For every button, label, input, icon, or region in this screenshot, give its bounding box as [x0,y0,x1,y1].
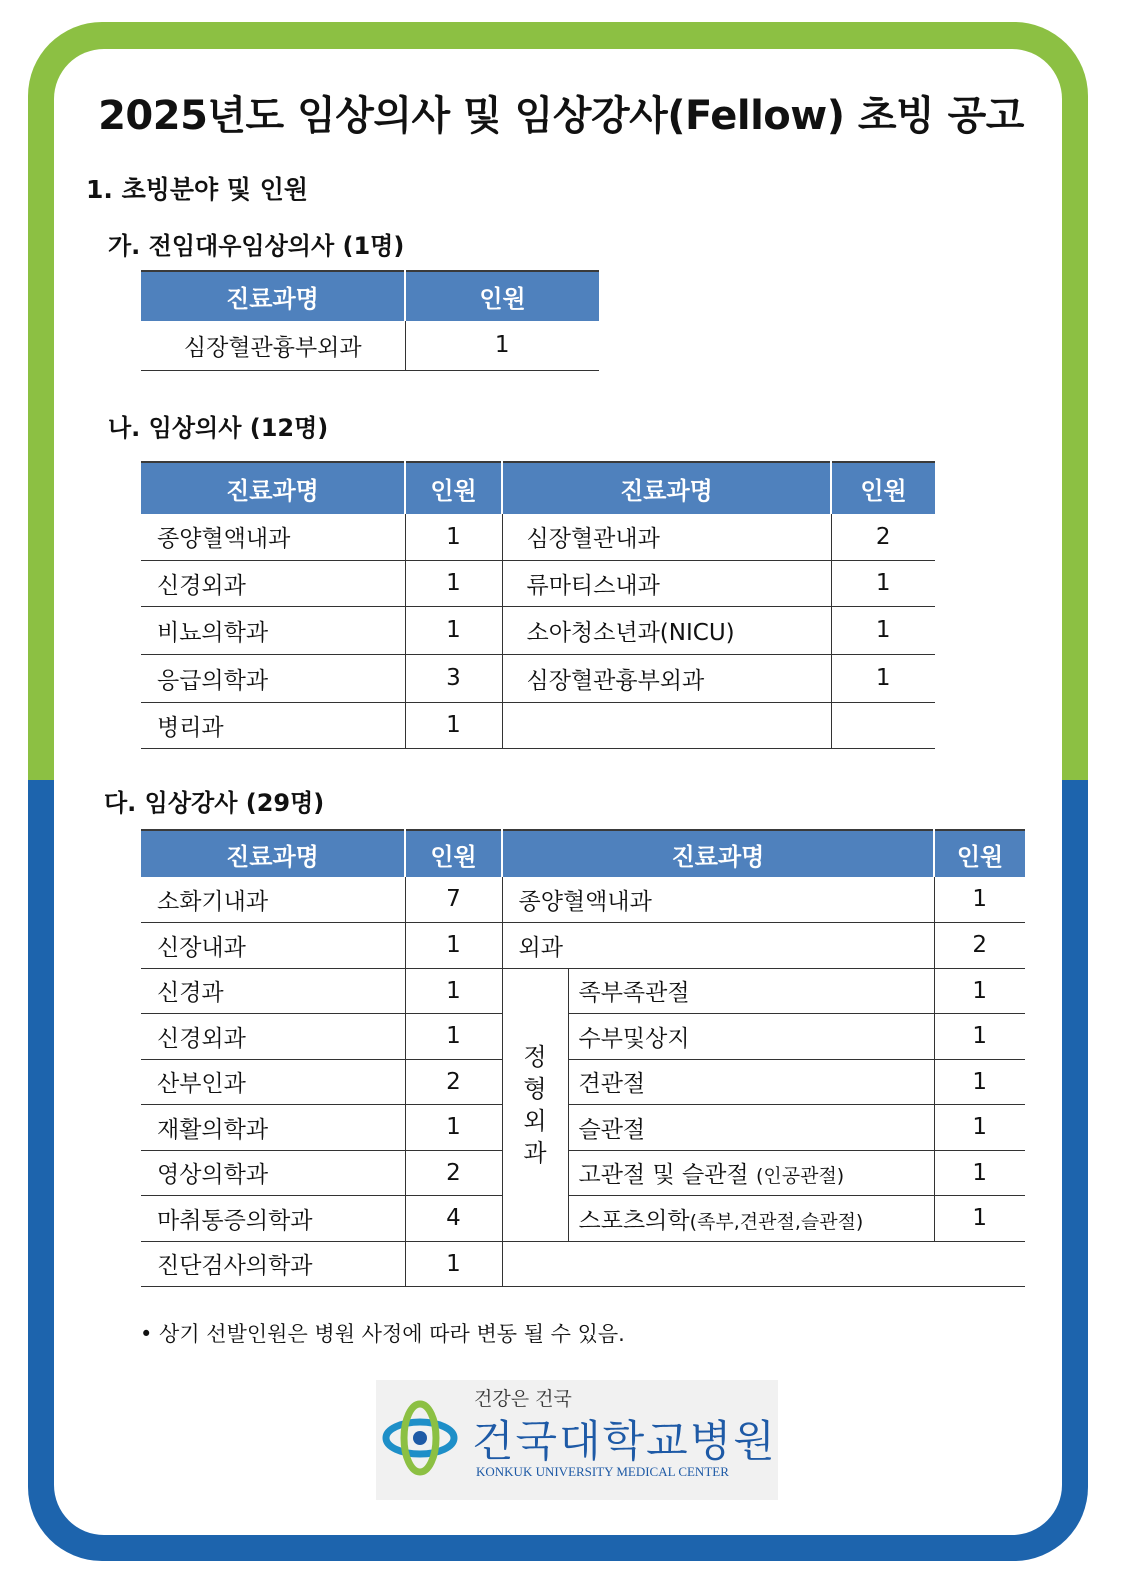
dept-cell: 진단검사의학과 [141,1241,405,1286]
subsection-a-heading: 가. 전임대우임상의사 (1명) [108,232,405,260]
empty-cell [502,1241,1025,1286]
table-row [141,1195,1025,1241]
logo-name: 건국대학교병원 [472,1417,777,1467]
dept-cell: 족부족관절 [568,968,934,1013]
count-cell: 1 [831,654,935,702]
table-row [141,968,1025,1013]
header-count: 인원 [934,830,1025,877]
logo-name-english: KONKUK UNIVERSITY MEDICAL CENTER [476,1464,729,1479]
dept-cell: 종양혈액내과 [502,877,934,922]
count-cell: 1 [934,1195,1025,1241]
subsection-b-heading: 나. 임상의사 (12명) [108,414,329,442]
table-row [141,1059,1025,1104]
table-row [141,606,935,654]
count-cell: 1 [831,560,935,606]
count-cell: 1 [405,606,502,654]
table-a [141,270,599,371]
dept-cell: 산부인과 [141,1059,405,1104]
table-row [141,922,1025,968]
dept-cell: 종양혈액내과 [141,514,405,560]
count-cell: 1 [405,922,502,968]
count-cell: 1 [934,1013,1025,1059]
count-cell: 1 [405,968,502,1013]
count-cell: 1 [405,1104,502,1150]
dept-cell: 소화기내과 [141,877,405,922]
table-row [141,1104,1025,1150]
dept-cell: 스포츠의학(족부,견관절,슬관절) [568,1195,934,1241]
count-cell: 1 [405,321,599,370]
count-cell: 1 [934,1150,1025,1195]
dept-cell: 마취통증의학과 [141,1195,405,1241]
header-dept: 진료과명 [141,830,405,877]
count-cell: 1 [405,514,502,560]
dept-cell [502,702,831,748]
hospital-emblem-icon [380,1398,460,1478]
header-count: 인원 [405,462,502,514]
dept-cell: 류마티스내과 [502,560,831,606]
count-cell: 2 [405,1059,502,1104]
footnote: • 상기 선발인원은 병원 사정에 따라 변동 될 수 있음. [140,1322,625,1346]
count-cell: 1 [934,877,1025,922]
table-c [141,829,1025,1287]
count-cell: 1 [831,606,935,654]
dept-cell: 고관절 및 슬관절 (인공관절) [568,1150,934,1195]
count-cell: 4 [405,1195,502,1241]
dept-cell: 견관절 [568,1059,934,1104]
dept-cell: 외과 [502,922,934,968]
count-cell: 1 [934,1104,1025,1150]
dept-cell: 재활의학과 [141,1104,405,1150]
count-cell: 3 [405,654,502,702]
dept-cell: 심장혈관흉부외과 [502,654,831,702]
header-count: 인원 [831,462,935,514]
header-dept: 진료과명 [141,271,405,321]
table-row [141,1013,1025,1059]
count-cell: 1 [934,1059,1025,1104]
header-dept: 진료과명 [502,830,934,877]
count-cell: 2 [405,1150,502,1195]
header-dept: 진료과명 [141,462,405,514]
table-row [141,321,599,370]
header-count: 인원 [405,271,599,321]
header-dept: 진료과명 [502,462,831,514]
header-count: 인원 [405,830,502,877]
table-row [141,514,935,560]
table-row [141,702,935,748]
page-title: 2025년도 임상의사 및 임상강사(Fellow) 초빙 공고 [98,93,1024,139]
subsection-c-heading: 다. 임상강사 (29명) [104,789,325,817]
dept-cell: 신경외과 [141,560,405,606]
count-cell: 7 [405,877,502,922]
count-cell: 1 [934,968,1025,1013]
dept-cell: 심장혈관내과 [502,514,831,560]
dept-cell: 비뇨의학과 [141,606,405,654]
count-cell: 1 [405,1241,502,1286]
dept-cell: 신장내과 [141,922,405,968]
dept-cell: 응급의학과 [141,654,405,702]
section-heading: 1. 초빙분야 및 인원 [86,175,309,204]
hospital-logo [376,1380,778,1500]
dept-cell: 슬관절 [568,1104,934,1150]
count-cell: 2 [934,922,1025,968]
table-row [141,1241,1025,1286]
table-row [141,654,935,702]
count-cell: 1 [405,702,502,748]
count-cell: 1 [405,1013,502,1059]
dept-cell: 소아청소년과(NICU) [502,606,831,654]
dept-cell: 심장혈관흉부외과 [141,321,405,370]
logo-slogan: 건강은 건국 [474,1388,572,1410]
table-b [141,461,935,749]
dept-cell: 신경과 [141,968,405,1013]
table-row [141,877,1025,922]
dept-cell: 신경외과 [141,1013,405,1059]
dept-cell: 수부및상지 [568,1013,934,1059]
orthopedics-group-label: 정 형 외 과 [502,968,568,1241]
count-cell: 1 [405,560,502,606]
table-row [141,1150,1025,1195]
dept-cell: 영상의학과 [141,1150,405,1195]
count-cell [831,702,935,748]
table-row [141,560,935,606]
dept-cell: 병리과 [141,702,405,748]
count-cell: 2 [831,514,935,560]
